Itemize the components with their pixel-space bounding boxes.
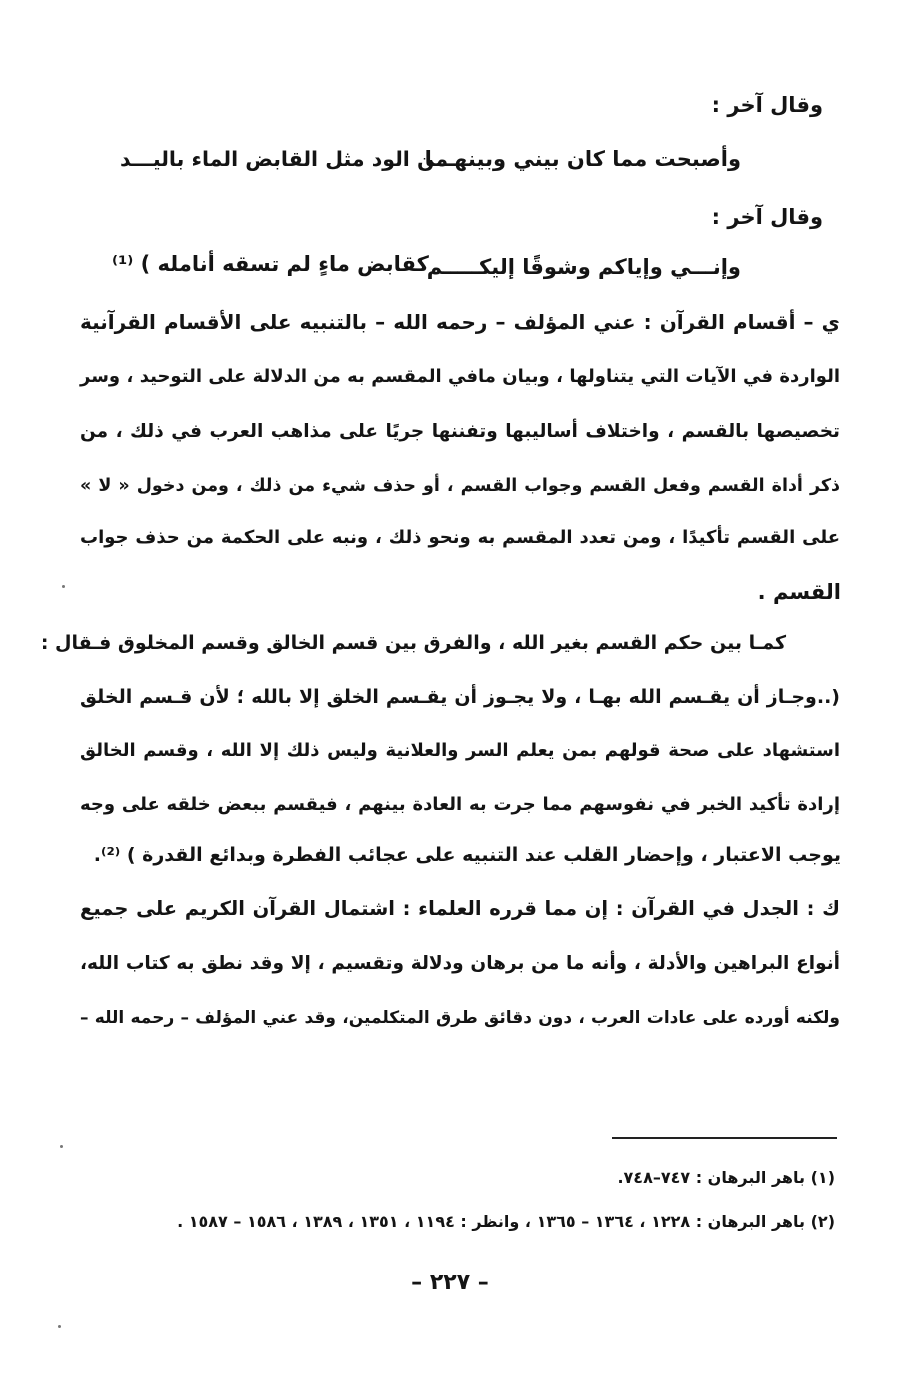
verse-1-second-hemistich: من الود مثل القابض الماء باليـــد xyxy=(120,147,449,171)
verse-1-first-hemistich: وأصبحت مما كان بيني وبينهـــا xyxy=(424,147,741,171)
scan-speck xyxy=(62,585,65,588)
paragraph-line: تخصيصها بالقسم ، واختلاف أساليبها وتفننها جريًا على مذاهب العرب في ذلك ، من xyxy=(80,421,840,442)
footnote-2: (٢) باهر البرهان : ١٢٢٨ ، ١٣٦٤ – ١٣٦٥ ، وانظر : ١١٩٤ ، ١٣٥١ ، ١٣٨٩ ، ١٥٨٦ – ١٥٨٧ . xyxy=(177,1212,835,1231)
paragraph-line: على القسم تأكيدًا ، ومن تعدد المقسم به ونحو ذلك ، ونبه على الحكمة من حذف جواب xyxy=(80,527,840,548)
paragraph-line: (..وجـاز أن يقـسم الله بهـا ، ولا يجـوز أن يقـسم الخلق إلا بالله ؛ لأن قـسم الخلق xyxy=(80,686,840,708)
page-number: – ٢٢٧ – xyxy=(411,1270,489,1295)
paragraph-line: كمـا بين حكم القسم بغير الله ، والفرق بين قسم الخالق وقسم المخلوق فـقال : xyxy=(40,632,786,654)
paragraph-line: أنواع البراهين والأدلة ، وأنه ما من برهان ودلالة وتقسيم ، إلا وقد نطق به كتاب الله، xyxy=(80,953,840,974)
paragraph-line: ولكنه أورده على عادات العرب ، دون دقائق طرق المتكلمين، وقد عني المؤلف – رحمه الله – xyxy=(80,1008,840,1028)
scan-speck xyxy=(60,1145,63,1148)
paragraph-line: إرادة تأكيد الخبر في نفوسهم مما جرت به العادة بينهم ، فيقسم ببعض خلقه على وجه xyxy=(80,794,840,815)
paragraph-line: استشهاد على صحة قولهم بمن يعلم السر والعلانية وليس ذلك إلا الله ، وقسم الخالق xyxy=(80,740,840,761)
paragraph-line: الواردة في الآيات التي يتناولها ، وبيان مافي المقسم به من الدلالة على التوحيد ، وسر xyxy=(80,366,840,387)
scan-speck xyxy=(58,1325,61,1328)
footnote-separator xyxy=(612,1137,837,1139)
paragraph-line: ذكر أداة القسم وفعل القسم وجواب القسم ، أو حذف شيء من ذلك ، ومن دخول « لا » xyxy=(80,476,840,496)
verse-2-first-hemistich: وإنـــي وإياكم وشوقًا إليكـــــم xyxy=(426,255,741,279)
paragraph-line: يوجب الاعتبار ، وإحضار القلب عند التنبيه على عجائب الفطرة وبدائع القدرة ) ⁽²⁾. xyxy=(93,844,841,866)
footnote-1: (١) باهر البرهان : ٧٤٧–٧٤٨. xyxy=(617,1168,835,1187)
paragraph-line: ك : الجدل في القرآن : إن مما قرره العلماء : اشتمال القرآن الكريم على جميع xyxy=(80,897,840,920)
paragraph-line: القسم . xyxy=(757,580,841,604)
paragraph-line: ي – أقسام القرآن : عني المؤلف – رحمه الله – بالتنبيه على الأقسام القرآنية xyxy=(80,310,840,334)
intro-line-1: وقال آخر : xyxy=(711,93,823,117)
intro-line-2: وقال آخر : xyxy=(711,205,823,229)
verse-2-second-hemistich: كقابض ماءٍ لم تسقه أنامله ) ⁽¹⁾ xyxy=(112,252,429,276)
